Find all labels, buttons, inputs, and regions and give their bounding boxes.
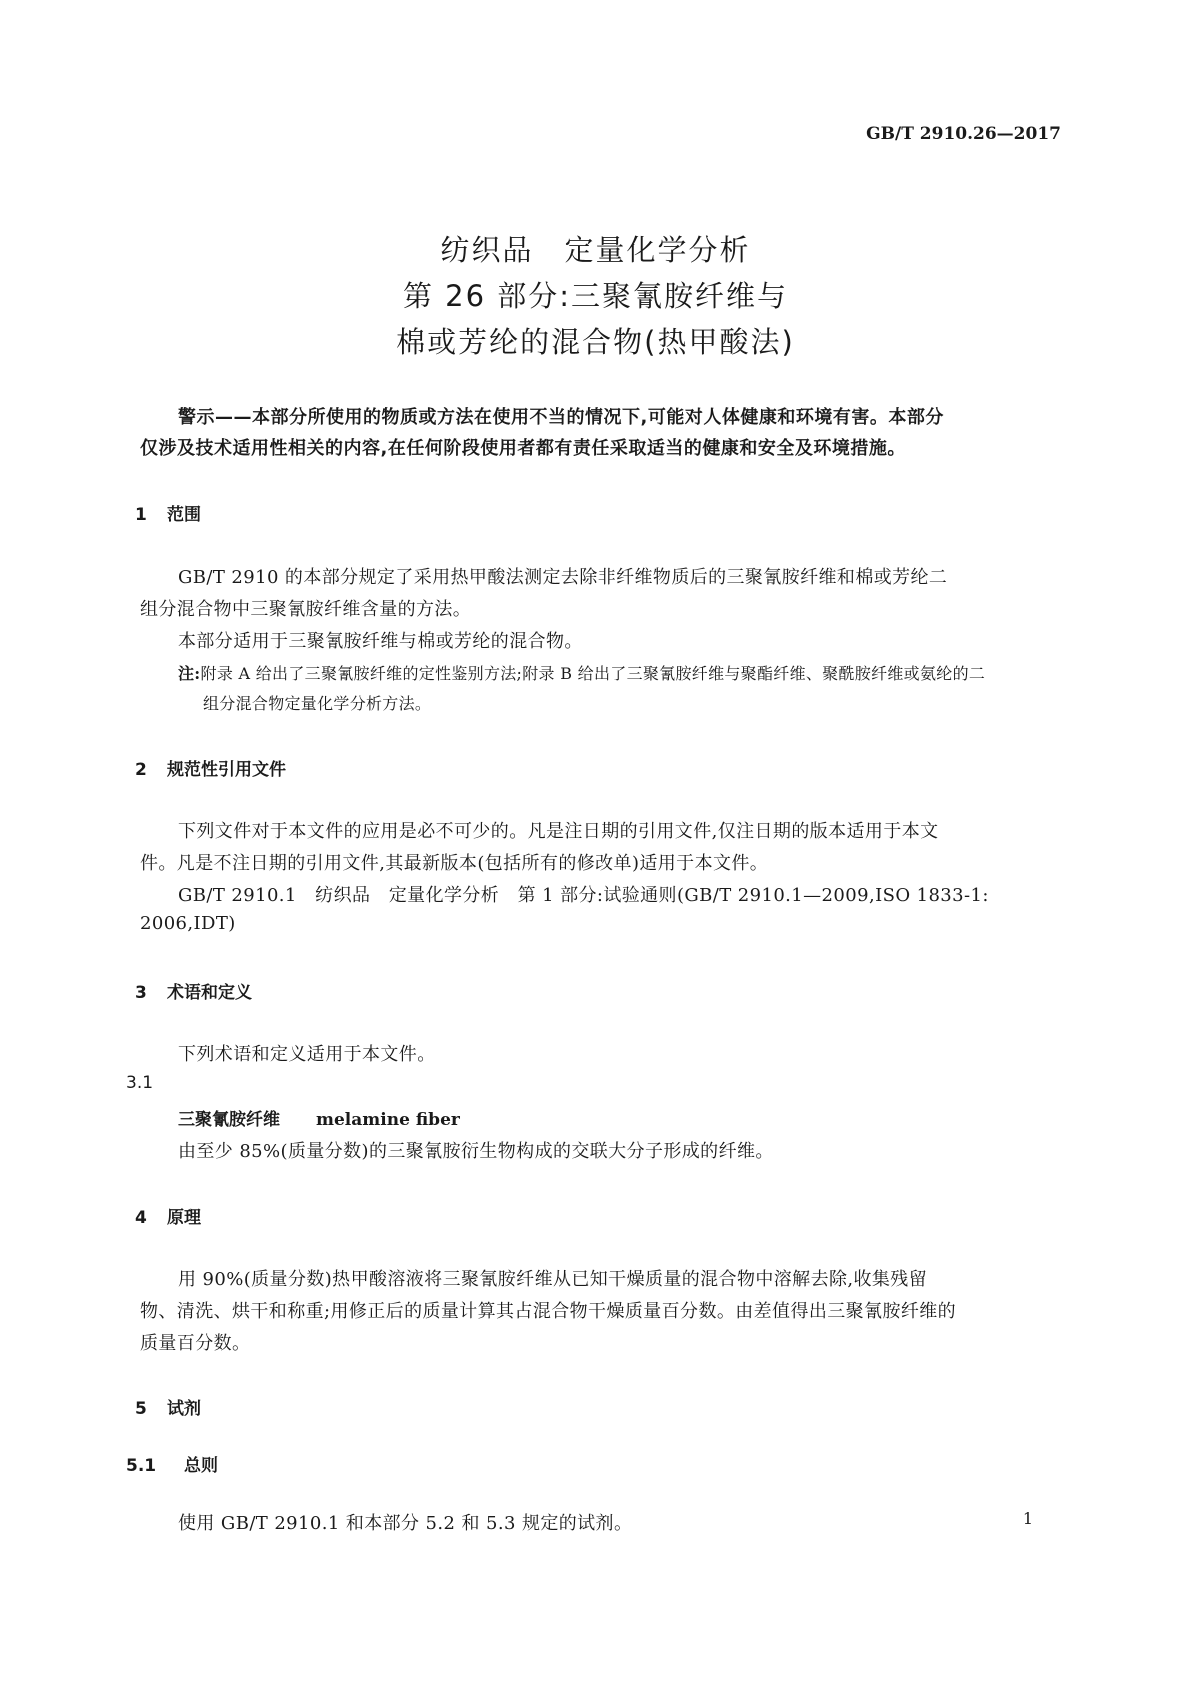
section-5-heading	[135, 1394, 201, 1419]
section-title: 试剂	[167, 1399, 201, 1419]
section-2-heading	[135, 755, 286, 780]
section-title: 术语和定义	[167, 983, 252, 1003]
warning-line-1: 警示——本部分所使用的物质或方法在使用不当的情况下,可能对人体健康和环境有害。本部分	[178, 407, 944, 428]
title-line-2: 第 26 部分:三聚氰胺纤维与	[402, 279, 789, 313]
note-text: 附录 A 给出了三聚氰胺纤维的定性鉴别方法;附录 B 给出了三聚氰胺纤维与聚酯纤维、聚酰胺纤维或氨纶的二	[200, 664, 986, 683]
paragraph-line: 本部分适用于三聚氰胺纤维与棉或芳纶的混合物。	[178, 631, 583, 652]
section-number: 1	[135, 505, 147, 525]
note-label: 注:	[178, 664, 201, 683]
paragraph-line: GB/T 2910 的本部分规定了采用热甲酸法测定去除非纤维物质后的三聚氰胺纤维和棉或芳纶二	[178, 567, 948, 588]
subsection-5-1-heading	[126, 1451, 218, 1476]
section-number: 5	[135, 1399, 147, 1419]
section-number: 3	[135, 983, 147, 1003]
paragraph-line: 质量百分数。	[140, 1333, 251, 1354]
subsection-number: 5.1	[126, 1456, 157, 1476]
paragraph-line: 下列文件对于本文件的应用是必不可少的。凡是注日期的引用文件,仅注日期的版本适用于本文	[178, 821, 939, 842]
subsection-title: 总则	[184, 1456, 218, 1476]
section-3-heading	[135, 978, 252, 1003]
section-title: 范围	[167, 505, 201, 525]
definition-line: 由至少 85%(质量分数)的三聚氰胺衍生物构成的交联大分子形成的纤维。	[178, 1141, 774, 1162]
section-1-heading	[135, 500, 201, 525]
title-line-1: 纺织品 定量化学分析	[440, 233, 751, 267]
term-entry	[178, 1105, 460, 1130]
reference-line: GB/T 2910.1 纺织品 定量化学分析 第 1 部分:试验通则(GB/T 2910.1—2009,ISO 1833-1:	[178, 885, 989, 906]
section-title: 规范性引用文件	[167, 760, 286, 780]
section-title: 原理	[167, 1208, 201, 1228]
paragraph-line: 用 90%(质量分数)热甲酸溶液将三聚氰胺纤维从已知干燥质量的混合物中溶解去除,收集残留	[178, 1269, 928, 1290]
section-number: 4	[135, 1208, 147, 1228]
title-line-3: 棉或芳纶的混合物(热甲酸法)	[396, 325, 795, 359]
reference-line: 2006,IDT)	[140, 913, 236, 934]
paragraph-line: 组分混合物中三聚氰胺纤维含量的方法。	[140, 599, 472, 620]
note-line-2: 组分混合物定量化学分析方法。	[203, 694, 432, 713]
paragraph-line: 下列术语和定义适用于本文件。	[178, 1044, 436, 1065]
paragraph-line: 使用 GB/T 2910.1 和本部分 5.2 和 5.3 规定的试剂。	[178, 1513, 633, 1534]
section-4-heading	[135, 1203, 201, 1228]
page-number: 1	[1022, 1509, 1033, 1528]
section-number: 2	[135, 760, 147, 780]
paragraph-line: 件。凡是不注日期的引用文件,其最新版本(包括所有的修改单)适用于本文件。	[140, 853, 769, 874]
document-code: GB/T 2910.26—2017	[866, 124, 1061, 144]
note-line-1	[178, 661, 985, 684]
term-english: melamine fiber	[316, 1110, 460, 1130]
term-chinese: 三聚氰胺纤维	[178, 1110, 280, 1130]
subsection-number: 3.1	[126, 1073, 154, 1093]
warning-line-2: 仅涉及技术适用性相关的内容,在任何阶段使用者都有责任采取适当的健康和安全及环境措施。	[140, 438, 906, 459]
paragraph-line: 物、清洗、烘干和称重;用修正后的质量计算其占混合物干燥质量百分数。由差值得出三聚氰胺纤维的	[140, 1301, 957, 1322]
